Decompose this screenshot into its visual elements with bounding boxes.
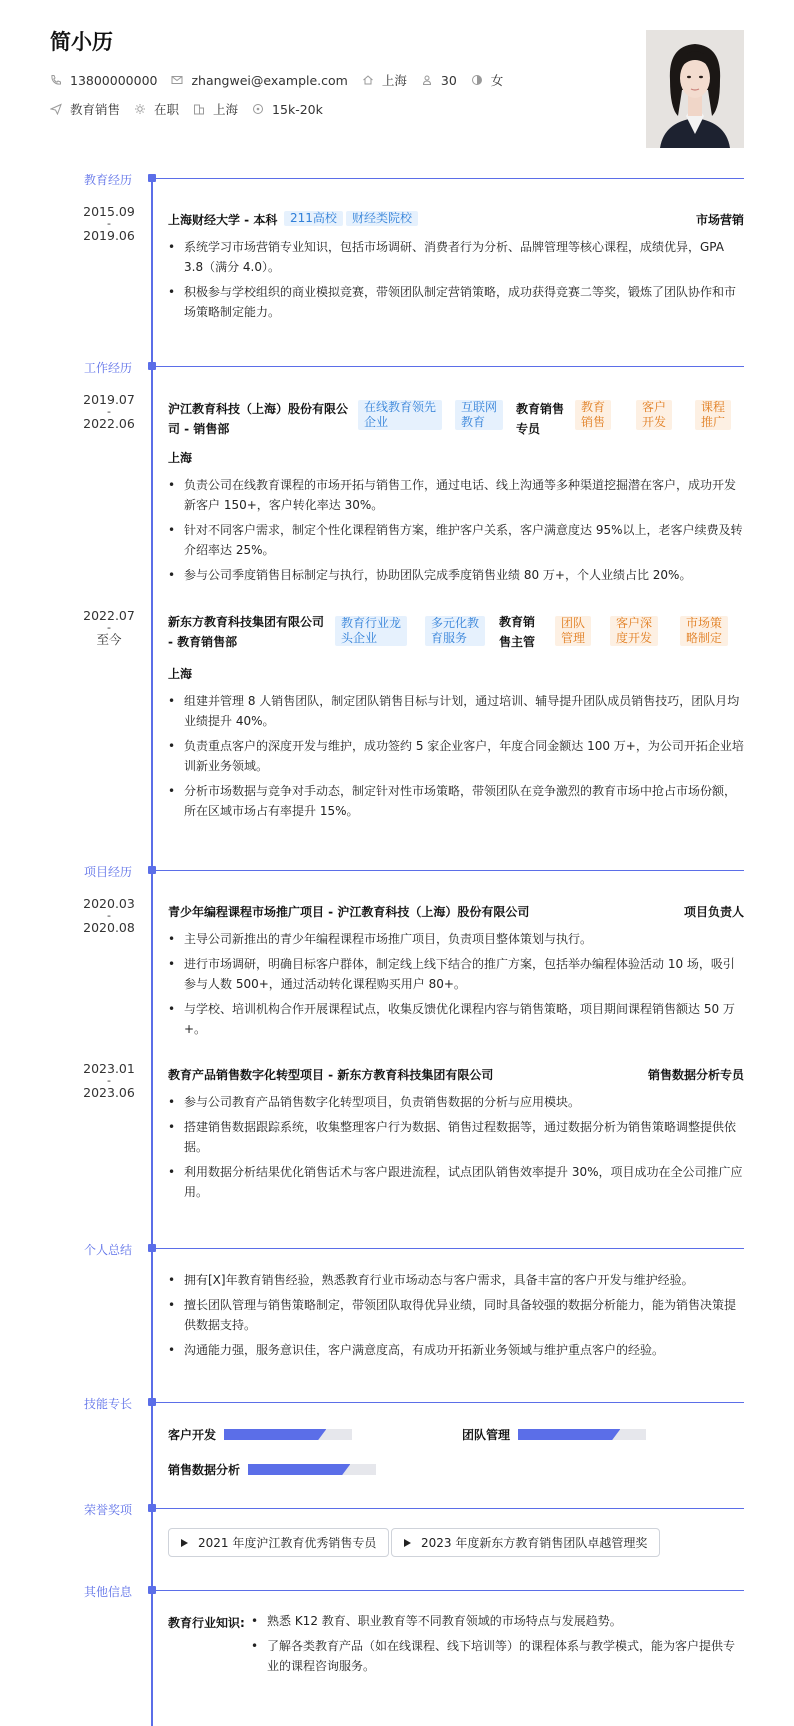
job-item: 教育销售 [50, 100, 120, 118]
skill-name: 客户开发 [168, 1428, 217, 1442]
award-item: 2023 年度新东方教育销售团队卓越管理奖 [391, 1528, 660, 1557]
list-item: • 针对不同客户需求，制定个性化课程销售方案，维护客户关系，客户满意度达 95%以上，老客户续费及转介绍率达 25%。 [168, 520, 744, 560]
other-label: 教育行业知识: [168, 1616, 245, 1630]
project-name: 教育产品销售数字化转型项目 - 新东方教育科技集团有限公司 [168, 1068, 494, 1082]
project-role: 销售数据分析专员 [647, 1068, 744, 1082]
section-title-work: 工作经历 [84, 361, 133, 375]
section-title-education: 教育经历 [84, 173, 133, 187]
section-title-awards: 荣誉奖项 [84, 1503, 133, 1517]
gender-item: 女 [471, 71, 504, 89]
contact-row [50, 71, 517, 89]
project-date: 2023.01 - 2023.06 [83, 1061, 135, 1100]
section-marker [148, 1586, 156, 1594]
work-bullets [168, 475, 744, 590]
list-item: • 参与公司季度销售目标制定与执行，协助团队完成季度销售业绩 80 万+，个人业绩占比 20%。 [168, 565, 744, 585]
job-intent-row [50, 100, 337, 118]
play-icon [181, 1539, 188, 1547]
school-tag: 211高校 [284, 211, 343, 226]
section-divider [151, 870, 744, 871]
work-date: 2019.07 - 2022.06 [83, 392, 135, 431]
list-item: • 负责重点客户的深度开发与维护，成功签约 5 家企业客户，年度合同金额达 100 万+，为公司开拓企业培训新业务领域。 [168, 736, 744, 776]
project-bullets [168, 1092, 744, 1207]
skill-name: 销售数据分析 [168, 1463, 241, 1477]
section-marker [148, 1398, 156, 1406]
job-title: 教育销售 专员 [516, 402, 565, 436]
major: 市场营销 [695, 213, 744, 227]
skill-bar [518, 1429, 646, 1440]
send-icon [50, 103, 62, 115]
list-item: • 主导公司新推出的青少年编程课程市场推广项目，负责项目整体策划与执行。 [168, 929, 744, 949]
list-item: • 进行市场调研，明确目标客户群体，制定线上线下结合的推广方案，包括举办编程体验活动 10 场，吸引参与人数 500+，通过活动转化课程购买用户 80+。 [168, 954, 744, 994]
work-city: 上海 [168, 451, 193, 465]
list-item: • 拥有[X]年教育销售经验，熟悉教育行业市场动态与客户需求，具备丰富的客户开发与维护经验。 [168, 1270, 744, 1290]
section-divider [151, 1248, 744, 1249]
section-divider [151, 178, 744, 179]
status-item: 在职 [134, 100, 179, 118]
list-item: • 搭建销售数据跟踪系统，收集整理客户行为数据、销售过程数据等，通过数据分析为销售策略调整提供依据。 [168, 1117, 744, 1157]
skill-level [248, 1464, 350, 1475]
company-name: 新东方教育科技集团有限公司 - 教育销售部 [168, 615, 325, 649]
phone-icon [50, 74, 62, 86]
school-name: 上海财经大学 - 本科 [168, 213, 278, 227]
status-icon [134, 103, 146, 115]
age-item: 30 [421, 73, 457, 88]
email-item: zhangwei@example.com [171, 73, 347, 88]
section-title-other: 其他信息 [84, 1585, 133, 1599]
section-divider [151, 1402, 744, 1403]
section-divider [151, 366, 744, 367]
project-role: 项目负责人 [683, 905, 744, 919]
salary-item: 15k-20k [252, 102, 323, 117]
section-title-summary: 个人总结 [84, 1243, 133, 1257]
work-bullets [168, 691, 744, 826]
company-name: 沪江教育科技（上海）股份有限公 司 - 销售部 [168, 402, 349, 436]
company-tag: 在线教育领先 企业 [358, 400, 442, 430]
section-divider [151, 1508, 744, 1509]
company-tag: 互联网 教育 [455, 400, 503, 430]
project-bullets [168, 929, 744, 1044]
list-item: • 参与公司教育产品销售数字化转型项目，负责销售数据的分析与应用模块。 [168, 1092, 744, 1112]
skill-level [518, 1429, 620, 1440]
job-tag: 团队 管理 [555, 616, 591, 646]
job-tag: 客户 开发 [636, 400, 672, 430]
list-item: • 了解各类教育产品（如在线课程、线下培训等）的课程体系与教学模式，能为客户提供专业的课程咨询服务。 [251, 1636, 744, 1676]
list-item: • 熟悉 K12 教育、职业教育等不同教育领域的市场特点与发展趋势。 [251, 1611, 744, 1631]
list-item: • 擅长团队管理与销售策略制定，带领团队取得优异业绩，同时具备较强的数据分析能力，能为销售决策提供数据支持。 [168, 1295, 744, 1335]
gender-icon [471, 74, 483, 86]
phone-item: 13800000000 [50, 73, 157, 88]
work-date: 2022.07 - 至今 [83, 608, 135, 647]
section-marker [148, 866, 156, 874]
mail-icon [171, 74, 183, 86]
play-icon [404, 1539, 411, 1547]
education-bullets [168, 237, 744, 327]
school-tag: 财经类院校 [346, 211, 418, 226]
location-item: 上海 [362, 71, 407, 89]
skill-level [224, 1429, 326, 1440]
profile-photo [646, 30, 744, 148]
list-item: • 系统学习市场营销专业知识，包括市场调研、消费者行为分析、品牌管理等核心课程，成绩优异，GPA 3.8（满分 4.0）。 [168, 237, 744, 277]
list-item: • 沟通能力强，服务意识佳，客户满意度高，有成功开拓新业务领域与维护重点客户的经验。 [168, 1340, 744, 1360]
section-title-skills: 技能专长 [84, 1397, 133, 1411]
skill-bar [224, 1429, 352, 1440]
city-item: 上海 [193, 100, 238, 118]
list-item: • 分析市场数据与竞争对手动态，制定针对性市场策略，带领团队在竞争激烈的教育市场中抢占市场份额，所在区域市场占有率提升 15%。 [168, 781, 744, 821]
work-city: 上海 [168, 667, 193, 681]
list-item: • 与学校、培训机构合作开展课程试点，收集反馈优化课程内容与销售策略，项目期间课程销售额达 50 万+。 [168, 999, 744, 1039]
job-tag: 客户深 度开发 [610, 616, 658, 646]
company-tag: 多元化教 育服务 [425, 616, 485, 646]
candidate-name: 简小历 [50, 30, 113, 54]
section-title-project: 项目经历 [84, 865, 133, 879]
person-icon [421, 74, 433, 86]
skill-bar [248, 1464, 376, 1475]
award-item: 2021 年度沪江教育优秀销售专员 [168, 1528, 389, 1557]
section-marker [148, 1244, 156, 1252]
list-item: • 组建并管理 8 人销售团队，制定团队销售目标与计划，通过培训、辅导提升团队成员销售技巧，团队月均业绩提升 40%。 [168, 691, 744, 731]
education-date: 2015.09 - 2019.06 [83, 204, 135, 243]
project-date: 2020.03 - 2020.08 [83, 896, 135, 935]
project-name: 青少年编程课程市场推广项目 - 沪江教育科技（上海）股份有限公司 [168, 905, 530, 919]
summary-bullets [168, 1270, 744, 1365]
other-bullets [251, 1611, 744, 1681]
list-item: • 利用数据分析结果优化销售话术与客户跟进流程，试点团队销售效率提升 30%，项目成功在全公司推广应用。 [168, 1162, 744, 1202]
job-tag: 课程 推广 [695, 400, 731, 430]
section-marker [148, 362, 156, 370]
home-icon [362, 74, 374, 86]
company-tag: 教育行业龙 头企业 [335, 616, 407, 646]
section-marker [148, 174, 156, 182]
list-item: • 负责公司在线教育课程的市场开拓与销售工作，通过电话、线上沟通等多种渠道挖掘潜在客户，成功开发新客户 150+，客户转化率达 30%。 [168, 475, 744, 515]
section-marker [148, 1504, 156, 1512]
timeline-line [151, 178, 153, 1726]
job-tag: 市场策 略制定 [680, 616, 728, 646]
list-item: • 积极参与学校组织的商业模拟竞赛，带领团队制定营销策略，成功获得竞赛二等奖，锻炼了团队协作和市场策略制定能力。 [168, 282, 744, 322]
section-divider [151, 1590, 744, 1591]
skill-name: 团队管理 [462, 1428, 511, 1442]
job-title: 教育销 售主管 [499, 615, 536, 649]
job-tag: 教育 销售 [575, 400, 611, 430]
building-icon [193, 103, 205, 115]
salary-icon [252, 103, 264, 115]
